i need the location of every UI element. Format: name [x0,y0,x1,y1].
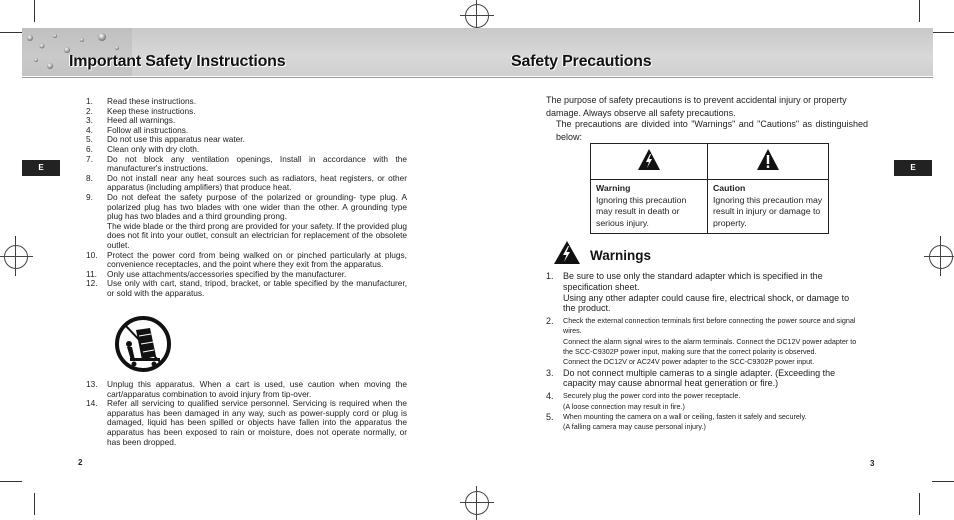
warnings-heading: Warnings [590,248,652,263]
crop-mark [0,481,22,482]
safety-instructions-list-continued [86,380,407,447]
list-item: 3. Heed all warnings. [86,115,176,126]
intro-paragraph: The purpose of safety precautions is to prevent accidental injury or property damage. Always observe all safety precautions. [546,95,847,118]
warning-text: Ignoring this precaution may result in death or serious injury. [596,194,687,228]
list-item: 1. Read these instructions. [86,96,197,106]
list-item: 11. Only use attachments/accessories specified by the manufacturer. [86,268,347,279]
caution-icon-cell [708,144,829,180]
intro-paragraph-2: The precautions are divided into "Warnings" and "Cautions" as distinguished below: [556,119,868,142]
warning-cell [591,180,708,234]
caution-cell [708,180,829,234]
safety-instructions-list [86,97,407,298]
list-item: 10. Protect the power cord from being walked on or pinched particularly at plugs, convenience receptacles, and the point where they exit from the apparatus. [86,249,407,270]
language-tab: E [22,160,60,176]
crop-mark [34,0,35,22]
list-item: 1. Be sure to use only the standard adapter which is specified in the specification sheet. Using any other adapter could cause fire, electrical shock, or damage to the product. [546,271,850,314]
banner-underline [477,77,933,78]
page-number: 3 [870,459,875,468]
registration-mark-icon [465,491,489,515]
list-item: 7. Do not block any ventilation openings, Install in accordance with the manufacturer's instructions. [86,153,407,174]
registration-mark-icon [929,245,953,269]
crop-mark [34,493,35,515]
list-item: 8. Do not install near any heat sources such as radiators, heat registers, or other apparatus (including amplifiers) that produce heat. [86,172,407,193]
warning-label: Warning [596,183,631,193]
list-item: 5. When mounting the camera on a wall or ceiling, fasten it safely and securely. (A falling camera may cause personal injury.) [546,411,807,432]
list-item: 5. Do not use this apparatus near water. [86,134,245,145]
list-item: 2. Keep these instructions. [86,105,196,116]
list-item: 9. Do not defeat the safety purpose of the polarized or grounding- type plug. A polarized plug has two blades with one wider than the other. A grounding type plug has two blades and a third grounding prong. The wide blade or the third prong are provided for your safety. If the provided plug does not fit into your outlet, consult an electrician for replacement of the obsolete outlet. [86,191,407,250]
caution-text: Ignoring this precaution may result in injury or damage to property. [713,194,823,228]
crop-mark [932,32,954,33]
list-item: 6. Clean only with dry cloth. [86,143,200,154]
left-page-title: Important Safety Instructions [69,53,286,70]
right-page-title: Safety Precautions [511,53,652,70]
page-number: 2 [78,458,83,467]
list-item: 13. Unplug this apparatus. When a cart is used, use caution when moving the cart/apparatus combination to avoid injury from tip-over. [86,379,407,399]
crop-mark [919,0,920,22]
exclamation-triangle-icon [756,148,780,172]
warning-icon-cell [591,144,708,180]
language-tab: E [894,160,932,176]
caution-label: Caution [713,183,746,193]
list-item: 2. Check the external connection terminals first before connecting the power source and signal wires. Connect the alarm signal wires to the alarm terminals. Connect the DC12V power adapter to the SCC-C9302P power input, making sure that the correct polarity is observed. Connect the DC12V or AC24V power adapter to the SCC-C9302P power input. [546,316,857,367]
cart-tipover-warning-icon [114,316,172,372]
warnings-list [546,271,864,432]
banner-underline [22,77,477,78]
crop-mark [0,32,22,33]
precautions-table [590,143,829,234]
list-item: 12. Use only with cart, stand, tripod, bracket, or table specified by the manufacturer, or sold with the apparatus. [86,278,407,298]
registration-mark-icon [465,4,489,28]
lightning-triangle-icon [553,240,581,265]
list-item: 4. Follow all instructions. [86,124,189,135]
list-item: 4. Securely plug the power cord into the power receptacle. (A loose connection may result in fire.) [546,391,741,411]
registration-mark-icon [4,245,28,269]
list-item: 3. Do not connect multiple cameras to a single adapter. (Exceeding the capacity may cause abnormal heat generation or fire.) [546,367,836,389]
crop-mark [919,493,920,515]
lightning-triangle-icon [637,148,661,172]
crop-mark [932,481,954,482]
list-item: 14. Refer all servicing to qualified service personnel. Servicing is required when the apparatus has been damaged in any way, such as power-supply cord or plug is damaged, liquid has been spilled or objects have fallen into the apparatus the apparatus has been exposed to rain or moisture, does not operate normally, or has been dropped. [86,398,407,447]
